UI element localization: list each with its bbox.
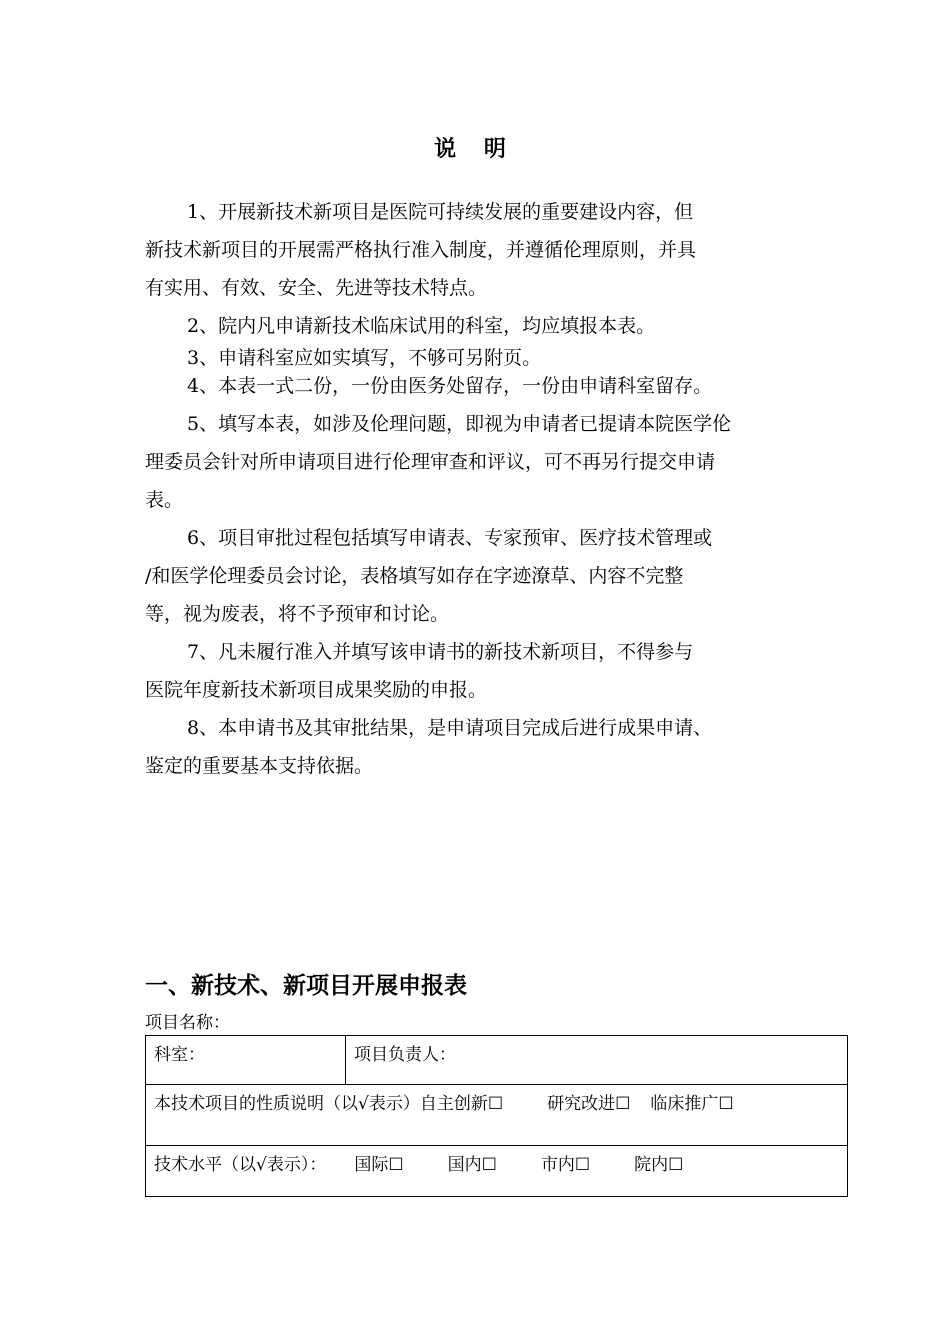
project-leader-cell[interactable] (346, 1036, 848, 1085)
note-line: /和医学伦理委员会讨论，表格填写如存在字迹潦草、内容不完整 (145, 565, 684, 587)
note-line: 新技术新项目的开展需严格执行准入制度，并遵循伦理原则，并具 (145, 239, 697, 261)
note-line: 鉴定的重要基本支持依据。 (145, 755, 374, 777)
level-option-city[interactable]: 市内☐ (540, 1155, 591, 1175)
technical-level-label: 技术水平（以√表示）： (154, 1155, 327, 1175)
department-cell[interactable] (146, 1036, 346, 1085)
level-option-international[interactable]: 国际☐ (354, 1155, 404, 1175)
page-title: 说 明 (434, 136, 516, 162)
section-title: 一、新技术、新项目开展申报表 (145, 972, 467, 999)
note-line: 1、开展新技术新项目是医院可持续发展的重要建设内容，但 (187, 201, 694, 223)
note-line: 2、院内凡申请新技术临床试用的科室，均应填报本表。 (187, 315, 656, 337)
note-line: 医院年度新技术新项目成果奖励的申报。 (145, 679, 488, 701)
note-line: 4、本表一式二份，一份由医务处留存，一份由申请科室留存。 (187, 375, 713, 397)
table-row (146, 1146, 848, 1197)
note-line: 7、凡未履行准入并填写该申请书的新技术新项目，不得参与 (187, 641, 694, 663)
application-form-table (145, 1035, 848, 1197)
note-line: 理委员会针对所申请项目进行伦理审查和评议，可不再另行提交申请 (145, 451, 716, 473)
note-line: 等，视为废表，将不予预审和讨论。 (145, 603, 450, 625)
note-line: 有实用、有效、安全、先进等技术特点。 (145, 277, 488, 299)
note-line: 6、项目审批过程包括填写申请表、专家预审、医疗技术管理或 (187, 527, 713, 549)
nature-option-clinical-promotion[interactable]: 临床推广☐ (650, 1094, 734, 1114)
project-leader-label: 项目负责人： (354, 1045, 456, 1065)
note-line: 3、申请科室应如实填写，不够可另附页。 (187, 347, 542, 369)
department-label: 科室： (154, 1045, 205, 1065)
note-line: 5、填写本表，如涉及伦理问题，即视为申请者已提请本院医学伦 (187, 413, 732, 435)
note-line: 8、本申请书及其审批结果，是申请项目完成后进行成果申请、 (187, 717, 713, 739)
table-row (146, 1036, 848, 1085)
table-row (146, 1085, 848, 1146)
technical-level-cell (146, 1146, 848, 1197)
level-option-domestic[interactable]: 国内☐ (447, 1155, 497, 1175)
level-option-hospital[interactable]: 院内☐ (634, 1155, 684, 1175)
nature-option-independent-innovation[interactable]: 自主创新☐ (419, 1094, 504, 1114)
nature-option-research-improvement[interactable]: 研究改进☐ (547, 1094, 631, 1114)
note-line: 表。 (145, 489, 184, 511)
project-name-label: 项目名称： (145, 1013, 230, 1033)
instructions-list (145, 198, 825, 780)
project-nature-cell (146, 1085, 848, 1146)
project-nature-label: 本技术项目的性质说明（以√表示） (154, 1094, 420, 1114)
